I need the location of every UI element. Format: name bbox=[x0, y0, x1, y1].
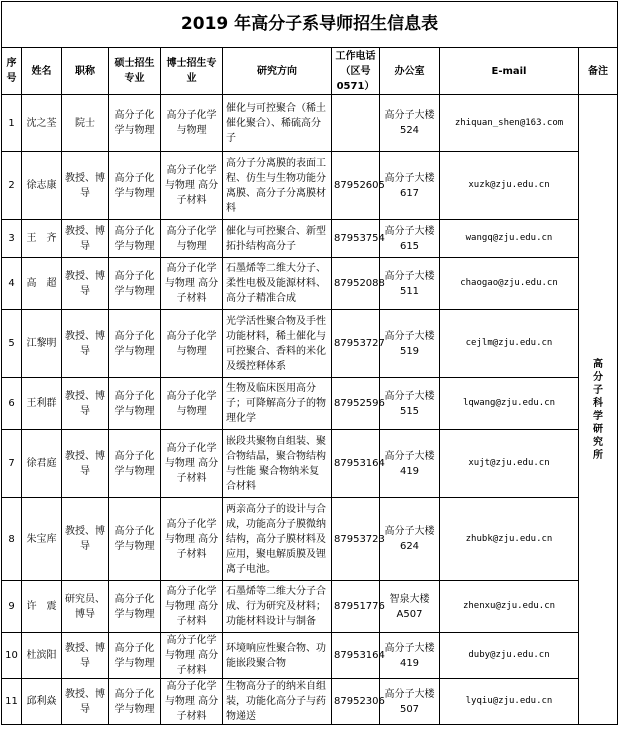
cell-name: 沈之荃 bbox=[22, 95, 62, 152]
cell-rank: 教授、博导 bbox=[62, 679, 109, 725]
cell-no: 6 bbox=[2, 378, 22, 430]
cell-rank: 教授、博导 bbox=[62, 430, 109, 498]
cell-email: xuzk@zju.edu.cn bbox=[440, 152, 579, 220]
cell-master-major: 高分子化学与物理 bbox=[109, 498, 161, 581]
cell-email: zhiquan_shen@163.com bbox=[440, 95, 579, 152]
cell-phone: 87953164 bbox=[332, 430, 380, 498]
cell-research-direction: 生物高分子的纳米自组装，功能化高分子与药物递送 bbox=[223, 679, 332, 725]
cell-email: wangq@zju.edu.cn bbox=[440, 220, 579, 258]
cell-master-major: 高分子化学与物理 bbox=[109, 679, 161, 725]
table-row bbox=[2, 95, 618, 152]
cell-name: 徐君庭 bbox=[22, 430, 62, 498]
cell-research-direction: 光学活性聚合物及手性功能材料，稀土催化与可控聚合、香料的米化及缓控释体系 bbox=[223, 310, 332, 378]
cell-no: 9 bbox=[2, 581, 22, 633]
table-row bbox=[2, 430, 618, 498]
cell-rank: 教授、博导 bbox=[62, 633, 109, 679]
cell-email: lyqiu@zju.edu.cn bbox=[440, 679, 579, 725]
cell-master-major: 高分子化学与物理 bbox=[109, 378, 161, 430]
cell-office: 高分子大楼515 bbox=[380, 378, 440, 430]
cell-phone: 87953723 bbox=[332, 498, 380, 581]
cell-name: 高 超 bbox=[22, 258, 62, 310]
cell-no: 3 bbox=[2, 220, 22, 258]
recruitment-table bbox=[1, 1, 618, 725]
header-email: E-mail bbox=[440, 48, 579, 95]
cell-research-direction: 催化与可控聚合（稀土催化聚合）、稀硫高分子 bbox=[223, 95, 332, 152]
cell-email: lqwang@zju.edu.cn bbox=[440, 378, 579, 430]
cell-phone: 87951776 bbox=[332, 581, 380, 633]
header-no: 序号 bbox=[2, 48, 22, 95]
cell-master-major: 高分子化学与物理 bbox=[109, 310, 161, 378]
cell-name: 杜滨阳 bbox=[22, 633, 62, 679]
cell-name: 王利群 bbox=[22, 378, 62, 430]
cell-no: 4 bbox=[2, 258, 22, 310]
cell-office: 高分子大楼615 bbox=[380, 220, 440, 258]
cell-no: 7 bbox=[2, 430, 22, 498]
header-master-major: 硕士招生专业 bbox=[109, 48, 161, 95]
cell-office: 高分子大楼419 bbox=[380, 633, 440, 679]
cell-rank: 研究员、博导 bbox=[62, 581, 109, 633]
cell-master-major: 高分子化学与物理 bbox=[109, 581, 161, 633]
header-research-direction: 研究方向 bbox=[223, 48, 332, 95]
table-row bbox=[2, 378, 618, 430]
cell-no: 2 bbox=[2, 152, 22, 220]
cell-master-major: 高分子化学与物理 bbox=[109, 220, 161, 258]
title-row bbox=[2, 2, 618, 48]
cell-phd-major: 高分子化学与物理 高分子材料 bbox=[161, 152, 223, 220]
cell-phd-major: 高分子化学与物理 bbox=[161, 310, 223, 378]
header-office: 办公室 bbox=[380, 48, 440, 95]
table-row bbox=[2, 633, 618, 679]
header-row bbox=[2, 48, 618, 95]
cell-phd-major: 高分子化学与物理 bbox=[161, 378, 223, 430]
cell-research-direction: 两亲高分子的设计与合成，功能高分子膜微纳结构，高分子膜材料及应用，聚电解质膜及锂离子电池。 bbox=[223, 498, 332, 581]
cell-rank: 教授、博导 bbox=[62, 258, 109, 310]
cell-name: 王 齐 bbox=[22, 220, 62, 258]
cell-phd-major: 高分子化学与物理 高分子材料 bbox=[161, 430, 223, 498]
cell-office: 高分子大楼524 bbox=[380, 95, 440, 152]
cell-office: 高分子大楼617 bbox=[380, 152, 440, 220]
cell-phone: 87953754 bbox=[332, 220, 380, 258]
table-row bbox=[2, 152, 618, 220]
cell-office: 高分子大楼519 bbox=[380, 310, 440, 378]
cell-name: 邱利焱 bbox=[22, 679, 62, 725]
cell-email: chaogao@zju.edu.cn bbox=[440, 258, 579, 310]
cell-office: 高分子大楼511 bbox=[380, 258, 440, 310]
cell-note bbox=[579, 95, 618, 725]
cell-no: 11 bbox=[2, 679, 22, 725]
table-row bbox=[2, 258, 618, 310]
cell-rank: 院士 bbox=[62, 95, 109, 152]
cell-rank: 教授、博导 bbox=[62, 220, 109, 258]
cell-email: cejlm@zju.edu.cn bbox=[440, 310, 579, 378]
cell-research-direction: 嵌段共聚物自组装、聚合物结晶，聚合物结构与性能 聚合物纳米复合材料 bbox=[223, 430, 332, 498]
cell-phone: 87953164 bbox=[332, 633, 380, 679]
cell-master-major: 高分子化学与物理 bbox=[109, 258, 161, 310]
cell-office: 高分子大楼624 bbox=[380, 498, 440, 581]
cell-email: xujt@zju.edu.cn bbox=[440, 430, 579, 498]
cell-no: 10 bbox=[2, 633, 22, 679]
cell-phd-major: 高分子化学与物理 bbox=[161, 220, 223, 258]
cell-phd-major: 高分子化学与物理 高分子材料 bbox=[161, 581, 223, 633]
cell-no: 1 bbox=[2, 95, 22, 152]
cell-phone: 87952306 bbox=[332, 679, 380, 725]
cell-office: 高分子大楼507 bbox=[380, 679, 440, 725]
cell-rank: 教授、博导 bbox=[62, 378, 109, 430]
cell-master-major: 高分子化学与物理 bbox=[109, 633, 161, 679]
cell-rank: 教授、博导 bbox=[62, 310, 109, 378]
cell-research-direction: 石墨烯等二维大分子合成、行为研究及材料；功能材料设计与制备 bbox=[223, 581, 332, 633]
page-title: 2019 年高分子系导师招生信息表 bbox=[2, 2, 618, 48]
cell-office: 智泉大楼A507 bbox=[380, 581, 440, 633]
cell-no: 8 bbox=[2, 498, 22, 581]
cell-email: zhenxu@zju.edu.cn bbox=[440, 581, 579, 633]
cell-office: 高分子大楼419 bbox=[380, 430, 440, 498]
table-row bbox=[2, 498, 618, 581]
cell-phd-major: 高分子化学与物理 高分子材料 bbox=[161, 633, 223, 679]
cell-research-direction: 催化与可控聚合、新型拓扑结构高分子 bbox=[223, 220, 332, 258]
header-phd-major: 博士招生专业 bbox=[161, 48, 223, 95]
cell-research-direction: 高分子分离膜的表面工程、仿生与生物功能分离膜、高分子分离膜材料 bbox=[223, 152, 332, 220]
cell-master-major: 高分子化学与物理 bbox=[109, 152, 161, 220]
cell-email: zhubk@zju.edu.cn bbox=[440, 498, 579, 581]
cell-research-direction: 环境响应性聚合物、功能嵌段聚合物 bbox=[223, 633, 332, 679]
cell-phd-major: 高分子化学与物理 高分子材料 bbox=[161, 679, 223, 725]
cell-phone: 87952596 bbox=[332, 378, 380, 430]
cell-name: 朱宝库 bbox=[22, 498, 62, 581]
cell-rank: 教授、博导 bbox=[62, 498, 109, 581]
note-text: 高分子科学研究所 bbox=[593, 358, 604, 461]
cell-name: 江黎明 bbox=[22, 310, 62, 378]
cell-phone: 87952088 bbox=[332, 258, 380, 310]
header-rank: 职称 bbox=[62, 48, 109, 95]
cell-phone: 87952605 bbox=[332, 152, 380, 220]
cell-name: 徐志康 bbox=[22, 152, 62, 220]
cell-email: duby@zju.edu.cn bbox=[440, 633, 579, 679]
header-name: 姓名 bbox=[22, 48, 62, 95]
cell-no: 5 bbox=[2, 310, 22, 378]
cell-research-direction: 生物及临床医用高分子；可降解高分子的物理化学 bbox=[223, 378, 332, 430]
cell-phd-major: 高分子化学与物理 高分子材料 bbox=[161, 498, 223, 581]
table-row bbox=[2, 310, 618, 378]
cell-name: 许 震 bbox=[22, 581, 62, 633]
table-row bbox=[2, 220, 618, 258]
cell-phd-major: 高分子化学与物理 高分子材料 bbox=[161, 258, 223, 310]
table-row bbox=[2, 679, 618, 725]
table-row bbox=[2, 581, 618, 633]
cell-phone bbox=[332, 95, 380, 152]
cell-master-major: 高分子化学与物理 bbox=[109, 95, 161, 152]
cell-phd-major: 高分子化学与物理 bbox=[161, 95, 223, 152]
header-phone: 工作电话（区号0571） bbox=[332, 48, 380, 95]
header-note: 备注 bbox=[579, 48, 618, 95]
cell-phone: 87953727 bbox=[332, 310, 380, 378]
cell-master-major: 高分子化学与物理 bbox=[109, 430, 161, 498]
cell-rank: 教授、博导 bbox=[62, 152, 109, 220]
cell-research-direction: 石墨烯等二维大分子、柔性电极及能源材料、高分子精准合成 bbox=[223, 258, 332, 310]
